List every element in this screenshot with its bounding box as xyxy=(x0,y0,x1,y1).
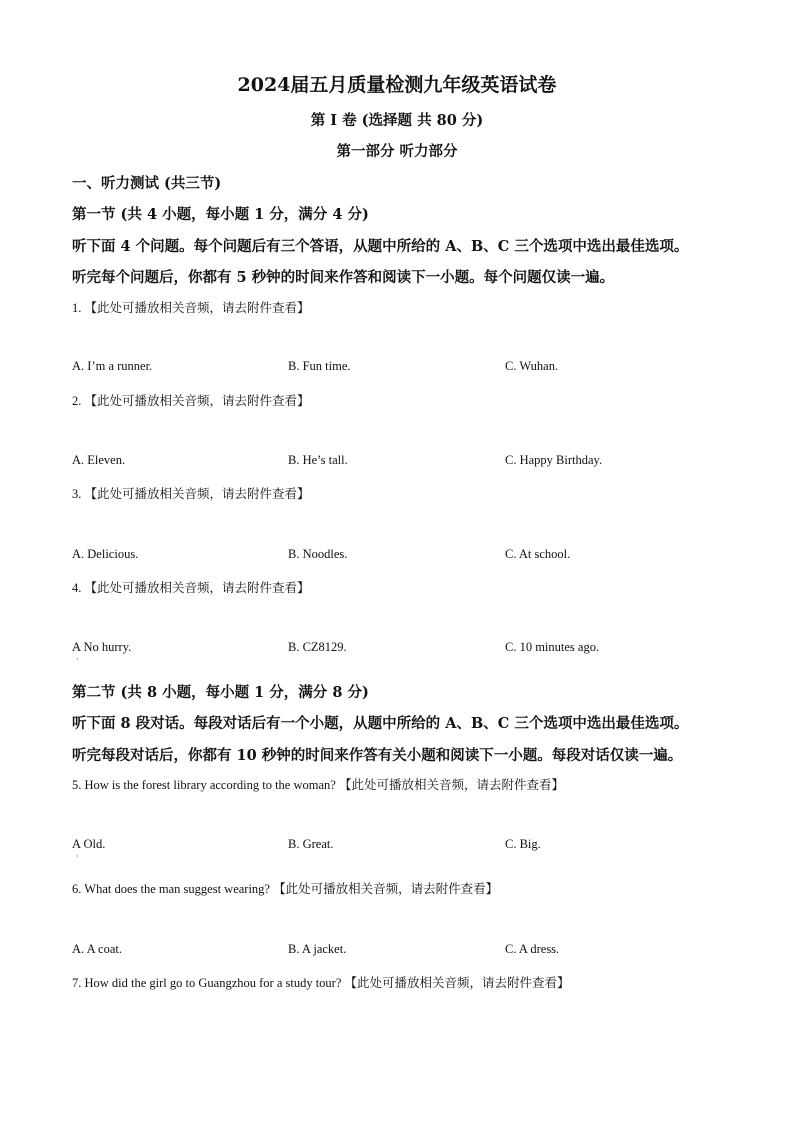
question-stem: 6. What does the man suggest wearing? xyxy=(72,882,270,896)
page-title: 2024届五月质量检测九年级英语试卷 xyxy=(237,74,557,96)
question-stem: 7. How did the girl go to Guangzhou for a study tour? xyxy=(72,976,342,990)
audio-note: 【此处可播放相关音频，请去附件查看】 xyxy=(84,300,310,315)
question-6 xyxy=(72,879,498,897)
q3-option-a: A. Delicious. xyxy=(72,547,139,561)
question-4 xyxy=(72,578,310,596)
question-5 xyxy=(72,775,564,793)
part1-heading: 第一节 (共 4 小题，每小题 1 分，满分 4 分) xyxy=(72,206,369,223)
q5-option-b: B. Great. xyxy=(288,837,334,851)
question-number: 1. xyxy=(72,301,82,315)
audio-note: 【此处可播放相关音频，请去附件查看】 xyxy=(84,393,310,408)
q1-option-c: C. Wuhan. xyxy=(505,359,559,373)
q3-option-b: B. Noodles. xyxy=(288,547,348,561)
question-number: 2. xyxy=(72,394,82,408)
q2-option-a: A. Eleven. xyxy=(72,453,126,467)
audio-note: 【此处可播放相关音频，请去附件查看】 xyxy=(84,580,310,595)
question-number: 4. xyxy=(72,581,82,595)
q6-option-a: A. A coat. xyxy=(72,942,122,956)
audio-note: 【此处可播放相关音频，请去附件查看】 xyxy=(338,777,564,792)
part1-instruction-1: 听下面 4 个问题。每个问题后有三个答语，从题中所给的 A、B、C 三个选项中选出最佳选项。 xyxy=(72,238,689,255)
q3-option-c: C. At school. xyxy=(505,547,571,561)
audio-note: 【此处可播放相关音频，请去附件查看】 xyxy=(273,881,499,896)
part2-heading: 第二节 (共 8 小题，每小题 1 分，满分 8 分) xyxy=(72,684,369,701)
q5-option-a: A Old. xyxy=(72,837,106,851)
question-7 xyxy=(72,973,570,991)
part1-instruction-2: 听完每个问题后，你都有 5 秒钟的时间来作答和阅读下一小题。每个问题仅读一遍。 xyxy=(72,269,615,286)
q4-option-b: B. CZ8129. xyxy=(288,640,347,654)
q2-option-c: C. Happy Birthday. xyxy=(505,453,603,467)
audio-note: 【此处可播放相关音频，请去附件查看】 xyxy=(84,486,310,501)
q6-option-c: C. A dress. xyxy=(505,942,560,956)
q6-option-b: B. A jacket. xyxy=(288,942,347,956)
q2-option-b: B. He’s tall. xyxy=(288,453,348,467)
q1-option-b: B. Fun time. xyxy=(288,359,351,373)
q5-option-c: C. Big. xyxy=(505,837,541,851)
part2-instruction-2: 听完每段对话后，你都有 10 秒钟的时间来作答有关小题和阅读下一小题。每段对话仅读一遍。 xyxy=(72,747,683,764)
question-stem: 5. How is the forest library according to the woman? xyxy=(72,778,336,792)
question-3 xyxy=(72,484,310,502)
q4-option-a: A No hurry. xyxy=(72,640,132,654)
section-heading: 一、听力测试 (共三节) xyxy=(72,175,222,192)
section-subtitle: 第一部分 听力部分 xyxy=(336,143,458,160)
paper-subtitle: 第 I 卷 (选择题 共 80 分) xyxy=(310,112,484,129)
question-2 xyxy=(72,391,310,409)
dot-mark: · xyxy=(76,655,79,664)
dot-mark: · xyxy=(76,852,79,861)
audio-note: 【此处可播放相关音频，请去附件查看】 xyxy=(344,975,570,990)
q1-option-a: A. I’m a runner. xyxy=(72,359,153,373)
part2-instruction-1: 听下面 8 段对话。每段对话后有一个小题，从题中所给的 A、B、C 三个选项中选出最佳选项。 xyxy=(72,715,689,732)
q4-option-c: C. 10 minutes ago. xyxy=(505,640,600,654)
question-number: 3. xyxy=(72,487,82,501)
question-1 xyxy=(72,298,310,316)
